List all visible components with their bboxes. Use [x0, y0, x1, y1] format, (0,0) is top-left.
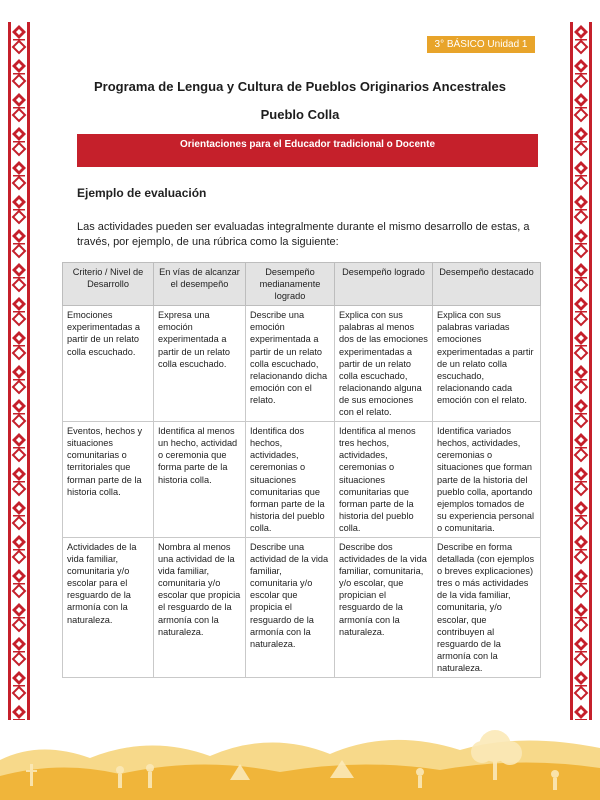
rubric-cell: Expresa una emoción experimentada a partir de un relato colla escuchado. [154, 306, 246, 422]
rubric-header-cell: Desempeño logrado [335, 263, 433, 306]
rubric-cell: Explica con sus palabras al menos dos de las emociones experimentadas a partir de un relato colla escuchado, relacionando alguna de sus emociones con el relato. [335, 306, 433, 422]
table-row [63, 306, 541, 422]
table-row [63, 537, 541, 677]
rubric-cell: Nombra al menos una actividad de la vida familiar, comunitaria y/o escolar que propicia el resguardo de la armonía con la naturaleza. [154, 537, 246, 677]
page-subtitle: Pueblo Colla [260, 107, 340, 122]
rubric-cell: Describe una emoción experimentada a partir de un relato colla escuchado, relacionando dicha emoción con el relato. [246, 306, 335, 422]
rubric-cell: Describe dos actividades de la vida familiar, comunitaria, y/o escolar, que propician el resguardo de la armonía con la naturaleza. [335, 537, 433, 677]
table-row [63, 422, 541, 538]
rubric-header-cell: Desempeño medianamente logrado [246, 263, 335, 306]
rubric-cell: Identifica al menos tres hechos, actividades, ceremonias o situaciones comunitarias que forman parte de la historia del pueblo colla. [335, 422, 433, 538]
rubric-cell: Identifica variados hechos, actividades, ceremonias o situaciones que forman parte de la historia del pueblo colla, aportando ejemplos tomados de su experiencia personal o comunitaria. [433, 422, 541, 538]
page-title: Programa de Lengua y Cultura de Pueblos Originarios Ancestrales [93, 79, 507, 94]
rubric-cell: Describe en forma detallada (con ejemplos o breves explicaciones) tres o más actividades de la vida familiar, comunitaria, y/o escolar, que contribuyen al resguardo de la armonía con la naturaleza. [433, 537, 541, 677]
unit-badge: 3° BÁSICO Unidad 1 [427, 36, 535, 53]
rubric-table [62, 262, 541, 678]
section-banner: Orientaciones para el Educador tradicional o Docente [77, 134, 538, 167]
rubric-header-cell: Desempeño destacado [433, 263, 541, 306]
section-heading: Ejemplo de evaluación [77, 186, 207, 200]
rubric-cell: Actividades de la vida familiar, comunitaria y/o escolar para el resguardo de la armonía con la naturaleza. [63, 537, 154, 677]
rubric-header-cell: En vías de alcanzar el desempeño [154, 263, 246, 306]
rubric-cell: Explica con sus palabras variadas emociones experimentadas a partir de un relato colla escuchado, relacionando cada emoción con el relato. [433, 306, 541, 422]
rubric-cell: Emociones experimentadas a partir de un relato colla escuchado. [63, 306, 154, 422]
right-woven-border [570, 22, 592, 720]
intro-paragraph: Las actividades pueden ser evaluadas integralmente durante el mismo desarrollo de estas, a través, por ejemplo, de una rúbrica como la siguiente: [77, 221, 530, 248]
rubric-cell: Eventos, hechos y situaciones comunitarias o territoriales que forman parte de la historia colla. [63, 422, 154, 538]
left-woven-border [8, 22, 30, 720]
rubric-header-cell: Criterio / Nivel de Desarrollo [63, 263, 154, 306]
rubric-header-row [63, 263, 541, 306]
landscape-footer-illustration [0, 720, 600, 800]
rubric-cell: Describe una actividad de la vida familiar, comunitaria y/o escolar que propicia el resguardo de la armonía con la naturaleza. [246, 537, 335, 677]
rubric-cell: Identifica dos hechos, actividades, ceremonias o situaciones comunitarias que forman parte de la historia del pueblo colla. [246, 422, 335, 538]
rubric-cell: Identifica al menos un hecho, actividad o ceremonia que forma parte de la historia colla. [154, 422, 246, 538]
